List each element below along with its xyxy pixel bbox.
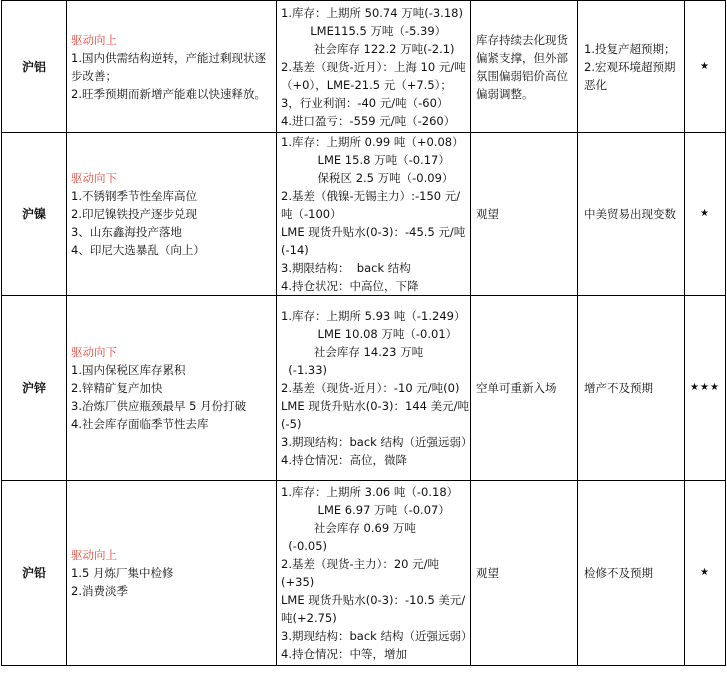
driver-item: 1.国内保税区库存累积 bbox=[71, 363, 186, 377]
table-row bbox=[2, 1, 726, 133]
data-line: 2.基差（现货-近月）：上海 10 元/吨（+0），LME-21.5 元（+7.5）； bbox=[281, 59, 466, 92]
driver-item: 4.社会库存面临季节性去库 bbox=[71, 417, 209, 431]
data-line: LME 现货升贴水(0-3)：-10.5 美元/吨(+2.75) bbox=[281, 593, 466, 625]
data-line: 社会库存 0.69 万吨 bbox=[281, 521, 416, 535]
risk-cell: 增产不及预期 bbox=[578, 296, 685, 481]
data-line: 3.期限结构： back 结构 bbox=[281, 261, 411, 275]
driver-item: 2.印尼镍铁投产逐步兑现 bbox=[71, 207, 197, 221]
data-line: LME 10.08 万吨（-0.01） bbox=[281, 327, 458, 341]
driver-item: 1.5 月炼厂集中检修 bbox=[71, 566, 174, 580]
data-line: LME 15.8 万吨（-0.17） bbox=[281, 153, 450, 167]
data-line: 1.库存：上期所 3.06 吨（-0.18） bbox=[281, 485, 459, 499]
data-line: 2.基差（现货-近月）：-10 元/吨(0) bbox=[281, 381, 460, 395]
driver-item: 1.不锈钢季节性垒库高位 bbox=[71, 189, 197, 203]
driver-cell bbox=[67, 481, 277, 666]
view-cell: 库存持续去化现货偏紧支撑，但外部氛围偏弱铝价高位偏弱调整。 bbox=[471, 1, 578, 133]
data-line: 4.持仓状况：中高位，下降 bbox=[281, 279, 419, 293]
driver-item: 2.旺季预期而新增产能难以快速释放。 bbox=[71, 86, 266, 101]
rating-stars: ★ bbox=[685, 481, 726, 666]
driver-title: 驱动向下 bbox=[71, 171, 117, 185]
data-line: LME 现货升贴水(0-3)：-45.5 元/吨(-14) bbox=[281, 225, 466, 257]
data-line: 3.期现结构：back 结构（近强远弱） bbox=[281, 435, 473, 449]
metal-name: 沪铅 bbox=[2, 481, 67, 666]
table-row bbox=[2, 133, 726, 296]
driver-item: 2.消费淡季 bbox=[71, 584, 128, 598]
data-line: 3，行业利润：-40 元/吨（-60） bbox=[281, 95, 449, 110]
data-line: 3.期现结构：back 结构（近强远弱） bbox=[281, 629, 473, 643]
data-line: 保税区 2.5 万吨（-0.09） bbox=[281, 171, 454, 185]
data-line: LME 6.97 万吨（-0.07） bbox=[281, 503, 450, 517]
data-cell bbox=[277, 1, 471, 133]
driver-cell bbox=[67, 133, 277, 296]
view-cell: 观望 bbox=[471, 481, 578, 666]
view-cell: 空单可重新入场 bbox=[471, 296, 578, 481]
data-line: 社会库存 14.23 万吨 bbox=[281, 345, 424, 359]
risk-cell: 1.投复产超预期；2.宏观环境超预期恶化 bbox=[578, 1, 685, 133]
driver-cell bbox=[67, 1, 277, 133]
data-line: 2.基差（俄镍-无锡主力）:-150 元/吨（-100） bbox=[281, 189, 461, 221]
data-line: LME115.5 万吨（-5.39） bbox=[281, 23, 447, 38]
table-row bbox=[2, 481, 726, 666]
driver-item: 3.冶炼厂供应瓶颈最早 5 月份打破 bbox=[71, 399, 247, 413]
data-line: 1.库存：上期所 0.99 吨（+0.08） bbox=[281, 135, 464, 149]
data-line: 4.持仓情况：高位，微降 bbox=[281, 453, 407, 467]
rating-stars: ★ bbox=[685, 133, 726, 296]
metal-name: 沪锌 bbox=[2, 296, 67, 481]
data-line: 2.基差（现货-主力）：20 元/吨(+35) bbox=[281, 557, 440, 589]
data-line: 4.进口盈亏：-559 元/吨（-260） bbox=[281, 113, 456, 128]
data-cell bbox=[277, 481, 471, 666]
driver-item: 3、山东鑫海投产落地 bbox=[71, 225, 182, 239]
strategy-table bbox=[1, 0, 726, 666]
driver-title: 驱动向下 bbox=[71, 345, 117, 359]
risk-cell: 检修不及预期 bbox=[578, 481, 685, 666]
metal-name: 沪铝 bbox=[2, 1, 67, 133]
view-cell: 观望 bbox=[471, 133, 578, 296]
risk-cell: 中美贸易出现变数 bbox=[578, 133, 685, 296]
data-line: LME 现货升贴水(0-3)：144 美元/吨(-5) bbox=[281, 399, 469, 431]
data-line: (-0.05) bbox=[281, 539, 328, 553]
rating-stars: ★★★ bbox=[685, 296, 726, 481]
driver-cell bbox=[67, 296, 277, 481]
data-line: 1.库存：上期所 5.93 吨（-1.249） bbox=[281, 309, 466, 323]
driver-item: 2.锌精矿复产加快 bbox=[71, 381, 163, 395]
data-line: 4.持仓情况：中等，增加 bbox=[281, 647, 407, 661]
rating-stars: ★ bbox=[685, 1, 726, 133]
data-line: 1.库存：上期所 50.74 万吨(-3.18) bbox=[281, 5, 463, 20]
data-line: 社会库存 122.2 万吨(-2.1) bbox=[281, 41, 455, 56]
driver-item: 4、印尼大选暴乱（向上） bbox=[71, 243, 205, 257]
driver-title: 驱动向上 bbox=[71, 548, 117, 562]
data-cell bbox=[277, 133, 471, 296]
data-cell bbox=[277, 296, 471, 481]
driver-title: 驱动向上 bbox=[71, 32, 117, 47]
driver-item: 1.国内供需结构逆转，产能过剩现状逐步改善； bbox=[71, 50, 266, 83]
metal-name: 沪镍 bbox=[2, 133, 67, 296]
table-row bbox=[2, 296, 726, 481]
data-line: (-1.33) bbox=[281, 363, 328, 377]
